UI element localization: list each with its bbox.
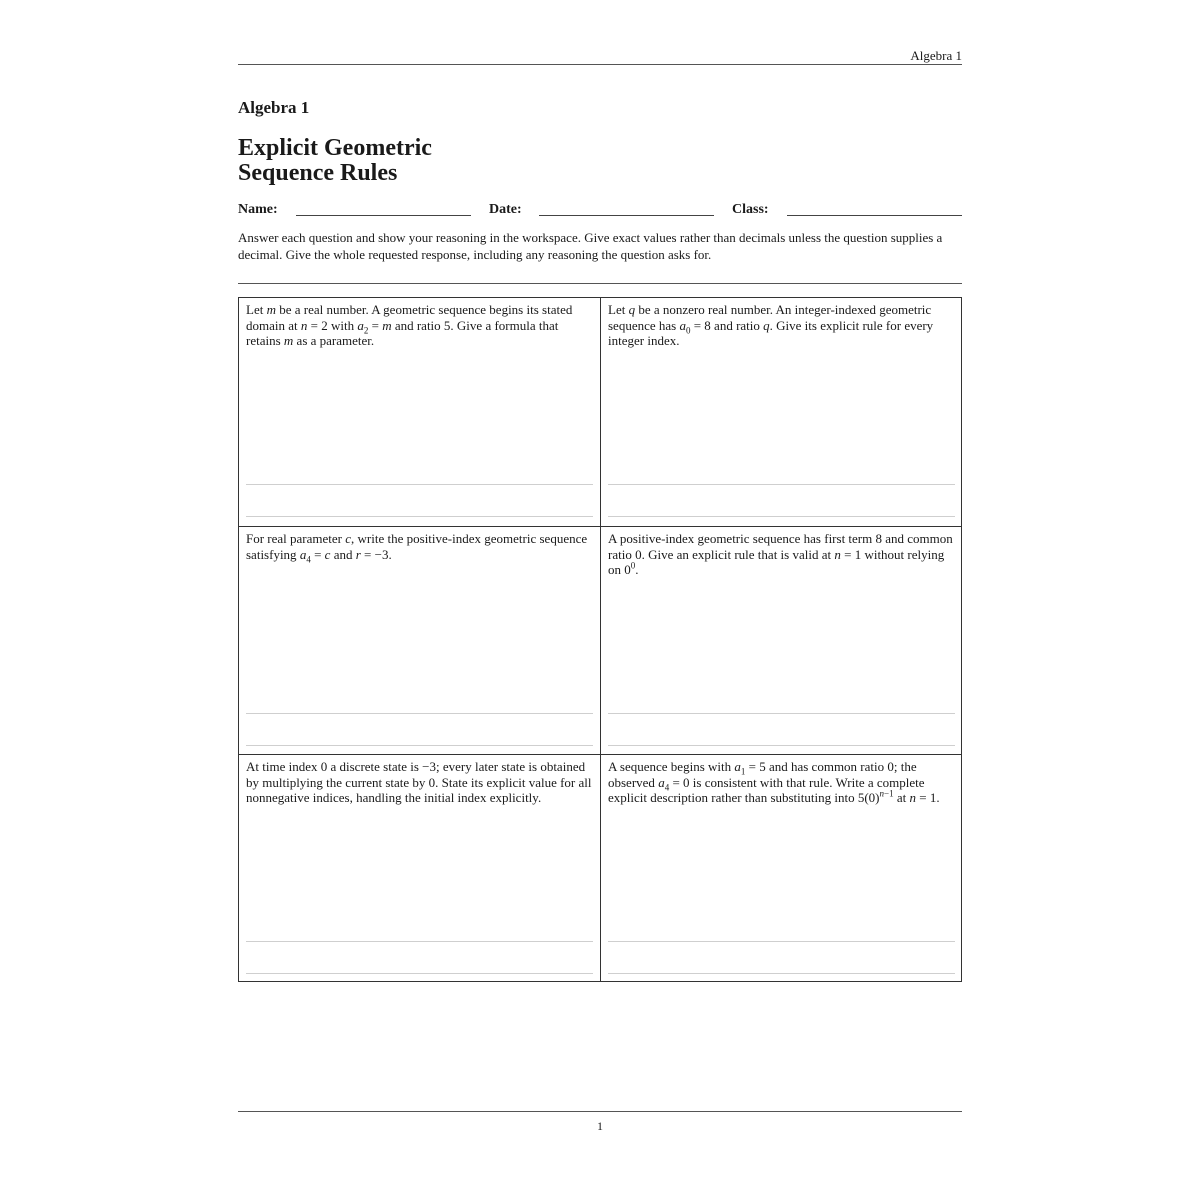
question-2-prompt: Let q be a nonzero real number. An integer-indexed geometric sequence has $a_0 = 8$ and ratio q. Give its explicit rule for every integer index. [608,302,934,348]
title-line-1: Explicit Geometric [238,135,432,161]
question-cell-6[interactable] [600,754,961,982]
question-cell-1[interactable] [239,298,600,526]
title-line-2: Sequence Rules [238,160,398,186]
question-cell-4[interactable] [600,526,961,754]
answer-line [246,713,593,714]
student-info-fields [238,202,962,222]
answer-line [246,516,593,517]
question-cell-2[interactable] [600,298,961,526]
worksheet-page [238,0,962,1200]
answer-line [246,745,593,746]
class-label: Class: [732,202,769,217]
question-6-prompt: A sequence begins with $a_1 = 5$ and has common ratio 0; the observed $a_4 = 0$ is consistent with that rule. Write a complete explicit description rather than substituting into $5(0)^{n-1}$ at n = 1. [608,759,940,805]
answer-line [608,973,955,974]
worksheet-title [238,136,432,186]
running-header-title: Algebra 1 [910,48,962,63]
name-field[interactable] [296,215,471,216]
date-label: Date: [489,202,522,217]
answer-line [608,745,955,746]
course-heading: Algebra 1 [238,98,310,117]
page-number: 1 [597,1119,603,1133]
running-header [238,46,962,65]
question-3-prompt: For real parameter c, write the positive-index geometric sequence satisfying $a_4 = c$ and r = −3. [246,531,588,565]
answer-line [246,484,593,485]
date-field[interactable] [539,215,714,216]
footer-divider [238,1111,962,1112]
name-label: Name: [238,202,278,217]
answer-line [608,484,955,485]
divider [238,283,962,284]
question-1-prompt: Let m be a real number. A geometric sequence begins its stated domain at n = 2 with $a_2 = m$ and ratio 5. Give a formula that retains m as a parameter. [246,302,573,348]
class-field[interactable] [787,215,962,216]
question-cell-3[interactable] [239,526,600,754]
instructions: Answer each question and show your reasoning in the workspace. Give exact values rather than decimals unless the question supplies a decimal. Give the whole requested response, including any reasoning the question asks for. [238,230,943,262]
question-4-prompt: A positive-index geometric sequence has first term 8 and common ratio 0. Give an explicit rule that is valid at n = 1 without relying on $0^0$. [608,531,953,577]
answer-line [608,941,955,942]
answer-line [246,941,593,942]
question-grid [238,297,962,982]
answer-line [608,713,955,714]
answer-line [608,516,955,517]
question-cell-5[interactable] [239,754,600,982]
answer-line [246,973,593,974]
question-5-prompt: At time index 0 a discrete state is −3; every later state is obtained by multiplying the current state by 0. State its explicit value for all nonnegative indices, handling the initial index explicitly. [246,759,592,805]
